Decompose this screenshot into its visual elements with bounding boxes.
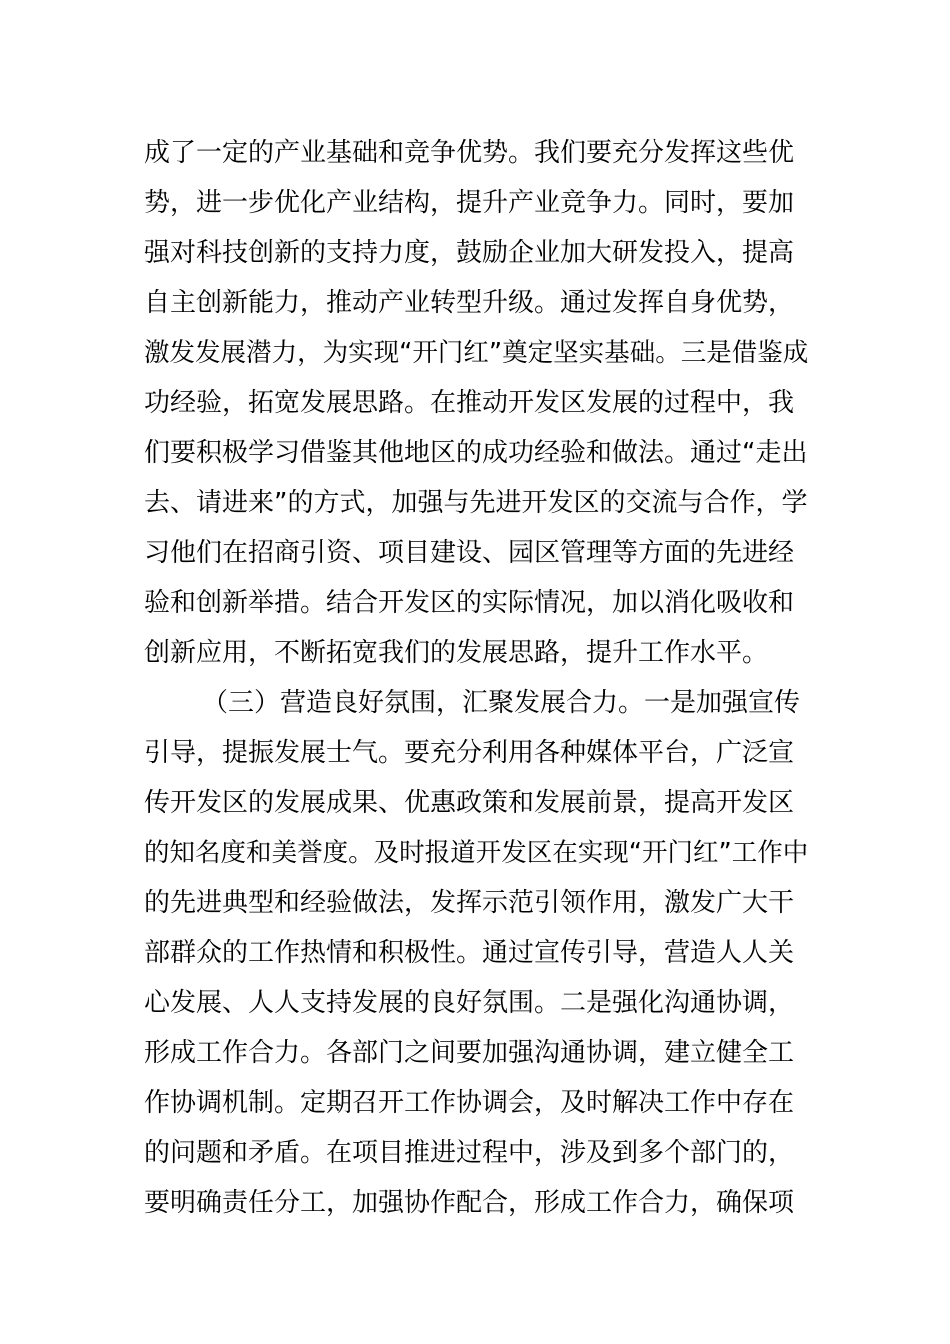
text-line: 引导，提振发展士气。要充分利用各种媒体平台，广泛宣 <box>144 738 795 768</box>
text-line: 习他们在招商引资、项目建设、园区管理等方面的先进经 <box>144 538 795 568</box>
body-text <box>144 128 809 1228</box>
text-line: 作协调机制。定期召开工作协调会，及时解决工作中存在 <box>144 1088 795 1118</box>
text-line: 部群众的工作热情和积极性。通过宣传引导，营造人人关 <box>144 938 795 968</box>
text-line: 验和创新举措。结合开发区的实际情况，加以消化吸收和 <box>144 588 795 618</box>
text-line: 自主创新能力，推动产业转型升级。通过发挥自身优势， <box>144 288 795 318</box>
text-line: 激发发展潜力，为实现“开门红”奠定坚实基础。三是借鉴成 <box>144 338 809 368</box>
text-line: 要明确责任分工，加强协作配合，形成工作合力，确保项 <box>144 1188 795 1218</box>
text-line: 们要积极学习借鉴其他地区的成功经验和做法。通过“走出 <box>144 438 808 468</box>
text-line: 创新应用，不断拓宽我们的发展思路，提升工作水平。 <box>144 638 769 668</box>
text-line: 传开发区的发展成果、优惠政策和发展前景，提高开发区 <box>144 788 795 818</box>
text-line: 功经验，拓宽发展思路。在推动开发区发展的过程中，我 <box>144 388 795 418</box>
text-line: 形成工作合力。各部门之间要加强沟通协调，建立健全工 <box>144 1038 795 1068</box>
text-line: 的知名度和美誉度。及时报道开发区在实现“开门红”工作中 <box>144 838 809 868</box>
text-line: 去、请进来”的方式，加强与先进开发区的交流与合作，学 <box>144 488 808 518</box>
text-line: 的先进典型和经验做法，发挥示范引领作用，激发广大干 <box>144 888 795 918</box>
text-line: 强对科技创新的支持力度，鼓励企业加大研发投入，提高 <box>144 238 795 268</box>
text-line: 成了一定的产业基础和竞争优势。我们要充分发挥这些优 <box>144 138 795 168</box>
section-heading-line: （三）营造良好氛围，汇聚发展合力。一是加强宣传 <box>202 688 801 718</box>
text-line: 势，进一步优化产业结构，提升产业竞争力。同时，要加 <box>144 188 795 218</box>
text-line: 的问题和矛盾。在项目推进过程中，涉及到多个部门的， <box>144 1138 795 1168</box>
text-line: 心发展、人人支持发展的良好氛围。二是强化沟通协调， <box>144 988 795 1018</box>
